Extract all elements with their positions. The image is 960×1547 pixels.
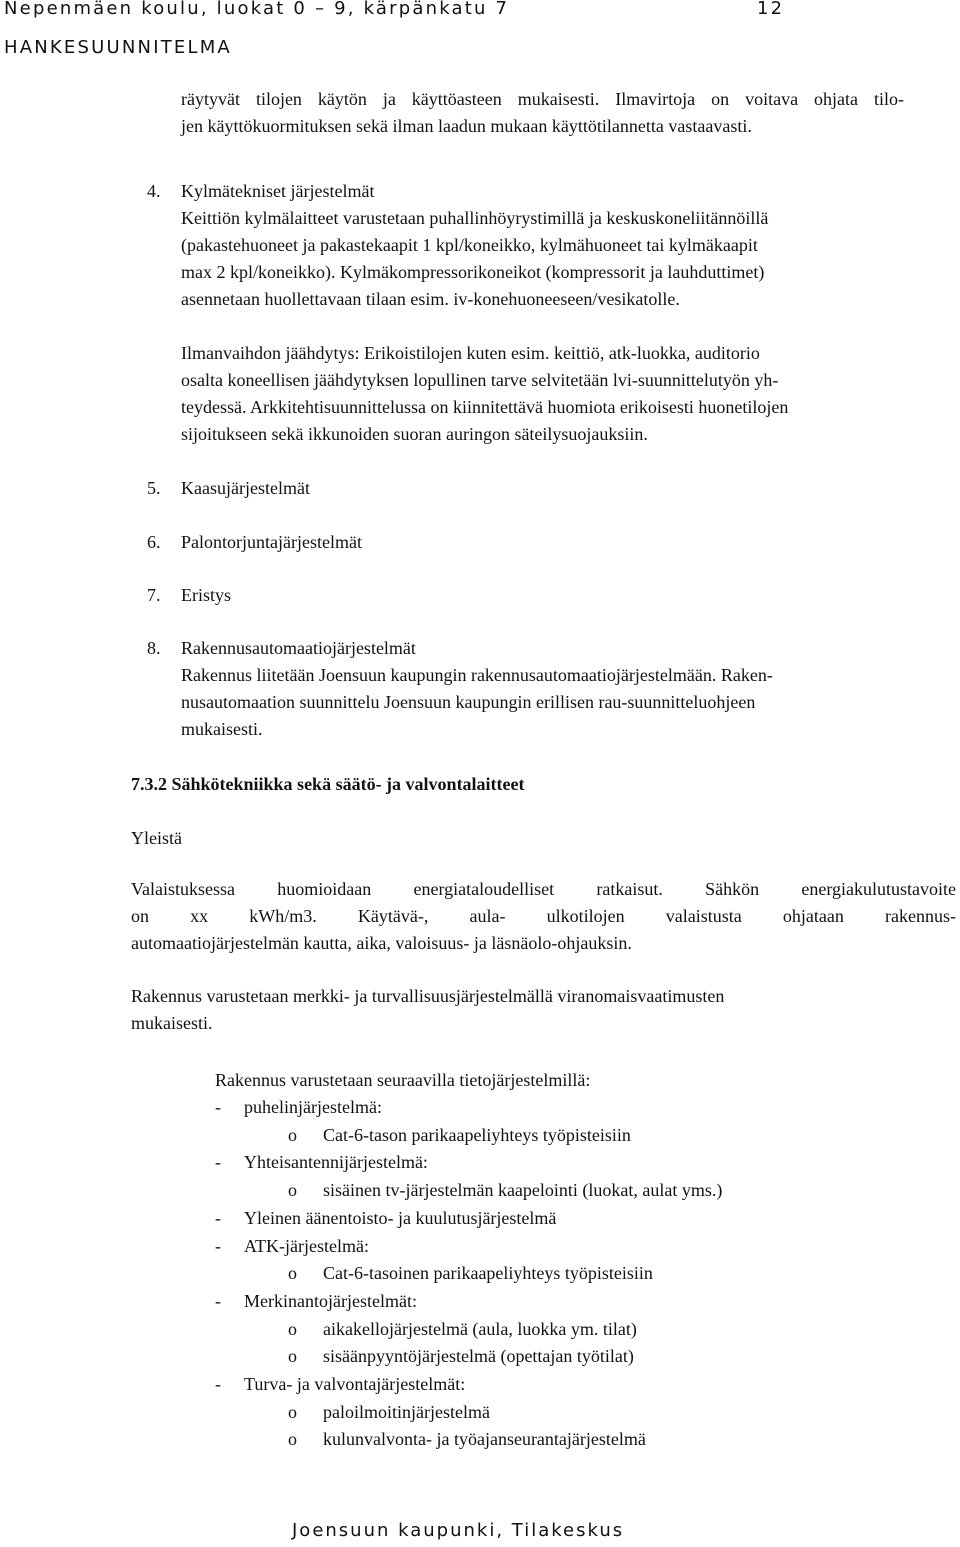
text-line: asennetaan huollettavaan tilaan esim. iv-konehuoneeseen/vesikatolle. (181, 289, 680, 309)
text-line: max 2 kpl/koneikko). Kylmäkompressorikoneikot (kompressorit ja lauhduttimet) (181, 262, 765, 282)
section-6-title: Palontorjuntajärjestelmät (181, 532, 362, 552)
section-7-title: Eristys (181, 585, 232, 605)
section-8-body (181, 635, 921, 743)
list-dash: - (215, 1290, 221, 1311)
list-dash: - (215, 1207, 221, 1228)
lighting-paragraph (131, 876, 956, 957)
system-subitem: sisäänpyyntöjärjestelmä (opettajan työtilat) (323, 1346, 634, 1367)
list-bullet: o (288, 1429, 297, 1450)
header-title (4, 0, 509, 19)
intro-paragraph (181, 86, 904, 140)
system-item-label: Merkinantojärjestelmät: (244, 1290, 417, 1311)
list-bullet: o (288, 1263, 297, 1284)
system-item-label: Yleinen äänentoisto- ja kuulutusjärjestelmä (244, 1207, 557, 1228)
section-4-number: 4. (147, 181, 161, 201)
system-item-label: Yhteisantennijärjestelmä: (244, 1152, 428, 1173)
list-dash: - (215, 1152, 221, 1173)
text-line: nusautomaation suunnittelu Joensuun kaupungin erillisen rau-suunnitteluohjeen (181, 692, 756, 712)
document-type: HANKESUUNNITELMA (4, 37, 232, 58)
footer: Joensuun kaupunki, Tilakeskus (292, 1520, 625, 1541)
security-paragraph (131, 983, 931, 1037)
section-5-title: Kaasujärjestelmät (181, 478, 310, 498)
text-line: automaatiojärjestelmän kautta, aika, valoisuus- ja läsnäolo-ohjauksin. (131, 933, 632, 953)
system-subitem: Cat-6-tason parikaapeliyhteys työpisteisiin (323, 1124, 631, 1145)
system-item-label: Turva- ja valvontajärjestelmät: (244, 1374, 466, 1394)
text-line: jen käyttökuormituksen sekä ilman laadun mukaan käyttötilannetta vastaavasti. (181, 116, 752, 136)
system-subitem: aikakellojärjestelmä (aula, luokka ym. tilat) (323, 1318, 637, 1339)
header-school-line: Nepenmäen koulu, luokat 0 – 9, kärpänkatu 7 (4, 0, 510, 19)
system-item-label: puhelinjärjestelmä: (244, 1097, 382, 1117)
system-item-label: ATK-järjestelmä: (244, 1235, 369, 1256)
system-subitem: sisäinen tv-järjestelmän kaapelointi (luokat, aulat yms.) (323, 1180, 723, 1201)
text-line: mukaisesti. (131, 1013, 213, 1033)
text-line: teydessä. Arkkitehtisuunnittelussa on kiinnitettävä huomiota erikoisesti huonetilojen (181, 397, 789, 417)
section-6-number: 6. (147, 532, 161, 552)
text-line: osalta koneellisen jäähdytyksen lopullinen tarve selvitetään lvi-suunnittelutyön yh- (181, 370, 779, 390)
list-bullet: o (288, 1346, 297, 1367)
section-8-number: 8. (147, 638, 161, 658)
section-5-number: 5. (147, 478, 161, 498)
text-line: (pakastehuoneet ja pakastekaapit 1 kpl/koneikko, kylmähuoneet tai kylmäkaapit (181, 235, 758, 255)
section-4-body (181, 178, 921, 313)
text-line: räytyvät tilojen käytön ja käyttöasteen mukaisesti. Ilmavirtoja on voitava ohjata tilo- (181, 89, 904, 109)
list-bullet: o (288, 1124, 297, 1145)
text-line: sijoitukseen sekä ikkunoiden suoran auringon säteilysuojauksiin. (181, 424, 648, 444)
list-dash: - (215, 1097, 221, 1117)
page-number: 12 (757, 0, 785, 19)
text-line: on xx kWh/m3. Käytävä-, aula- ulkotilojen valaistusta ohjataan rakennus- (131, 906, 956, 926)
list-bullet: o (288, 1401, 297, 1422)
section-7-number: 7. (147, 585, 161, 605)
cooling-paragraph (181, 340, 921, 448)
section-heading: 7.3.2 Sähkötekniikka sekä säätö- ja valvontalaitteet (131, 774, 525, 794)
system-subitem: paloilmoitinjärjestelmä (323, 1401, 490, 1422)
list-bullet: o (288, 1180, 297, 1201)
section-4-title: Kylmätekniset järjestelmät (181, 181, 375, 201)
system-subitem: kulunvalvonta- ja työajanseurantajärjestelmä (323, 1429, 646, 1450)
section-8-title: Rakennusautomaatiojärjestelmät (181, 638, 416, 658)
list-dash: - (215, 1235, 221, 1256)
subheading: Yleistä (131, 828, 182, 848)
text-line: Rakennus liitetään Joensuun kaupungin rakennusautomaatiojärjestelmään. Raken- (181, 665, 773, 685)
text-line: Valaistuksessa huomioidaan energiataloudelliset ratkaisut. Sähkön energiakulutustavoite (131, 879, 956, 899)
text-line: Keittiön kylmälaitteet varustetaan puhallinhöyrystimillä ja keskuskoneliitännöillä (181, 208, 769, 228)
text-line: Ilmanvaihdon jäähdytys: Erikoistilojen kuten esim. keittiö, atk-luokka, auditorio (181, 343, 760, 363)
text-line: mukaisesti. (181, 719, 263, 739)
list-dash: - (215, 1374, 221, 1394)
list-bullet: o (288, 1318, 297, 1339)
systems-intro: Rakennus varustetaan seuraavilla tietojärjestelmillä: (215, 1070, 591, 1090)
text-line: Rakennus varustetaan merkki- ja turvallisuusjärjestelmällä viranomaisvaatimusten (131, 986, 725, 1006)
system-subitem: Cat-6-tasoinen parikaapeliyhteys työpisteisiin (323, 1263, 653, 1284)
